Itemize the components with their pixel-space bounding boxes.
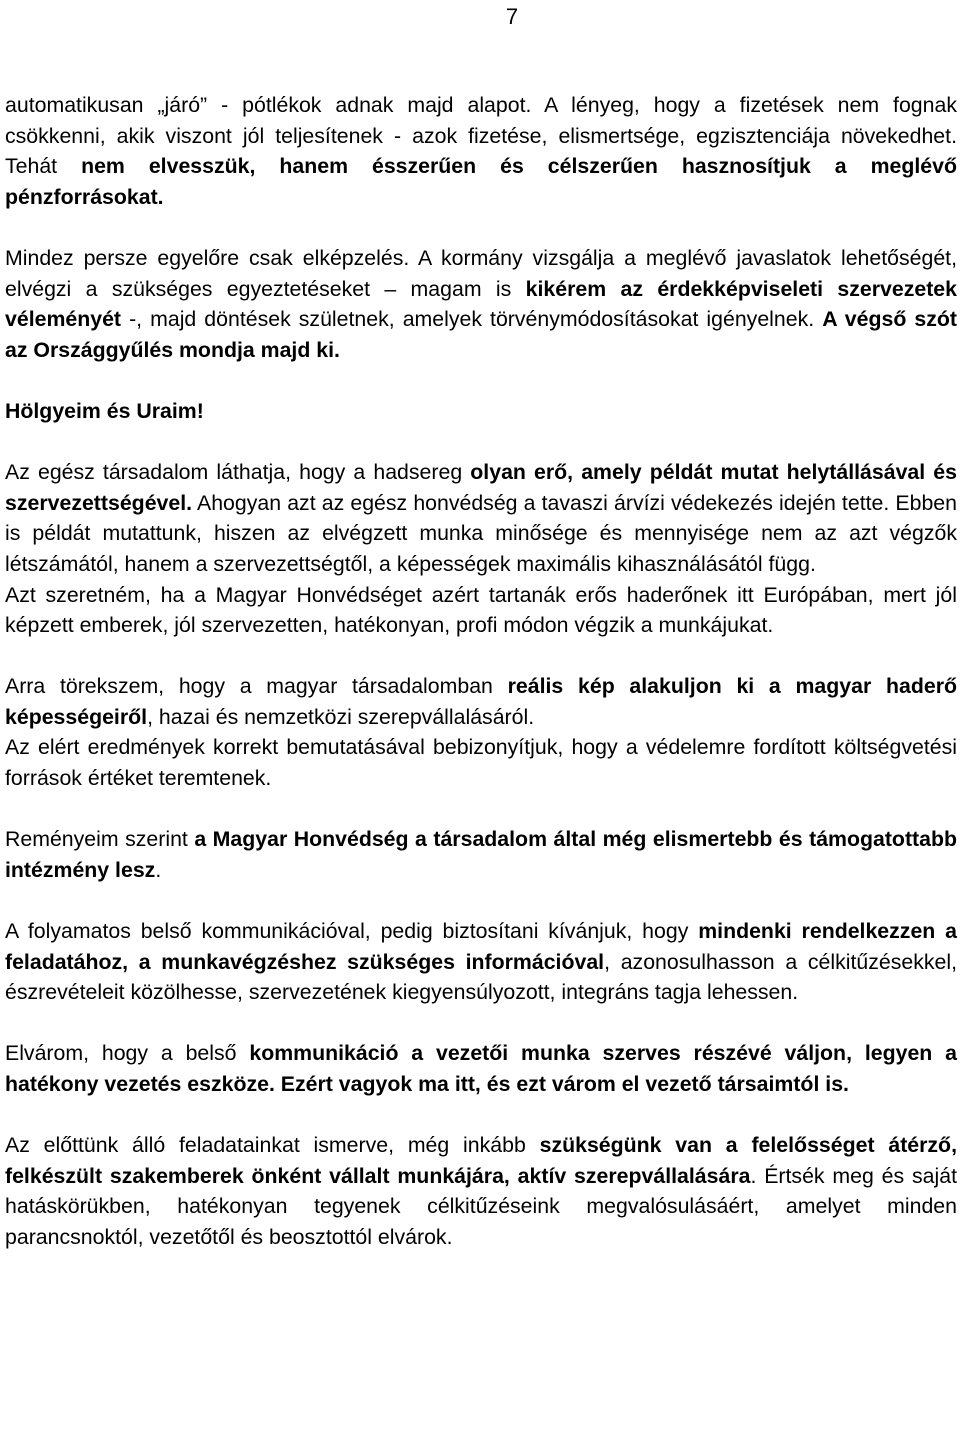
body-text: Arra törekszem, hogy a magyar társadalomban <box>5 674 508 699</box>
document-body <box>5 90 957 1253</box>
paragraph <box>5 90 957 212</box>
body-text: Azt szeretném, ha a Magyar Honvédséget azért tartanák erős haderőnek itt Európában, mert jól képzett emberek, jól szervezetten, hatékonyan, profi módon végzik a munkájukat. <box>5 582 957 638</box>
body-text: , azonosulhasson a célkitűzésekkel, észrevételeit közölhesse, szervezetének kiegyensúlyozott, integráns tagja lehessen. <box>5 949 958 1005</box>
bold-text: olyan erő, amely példát mutat helytállásával és szervezettségével. <box>5 460 957 515</box>
body-text: Elvárom, hogy a belső <box>5 1041 250 1066</box>
paragraph <box>5 243 957 365</box>
paragraph <box>5 732 957 793</box>
bold-text: kommunikáció a vezetői munka szerves részévé váljon, legyen a hatékony vezetés eszköze. Ezért vagyok ma itt, és ezt várom el vezető társaimtól is. <box>5 1041 957 1096</box>
paragraph <box>5 580 957 641</box>
page-number: 7 <box>505 4 519 29</box>
bold-text: a Magyar Honvédség a társadalom által még elismertebb és támogatottabb intézmény lesz <box>5 827 957 882</box>
paragraph <box>5 1038 957 1099</box>
bold-text: Hölgyeim és Uraim! <box>5 398 204 423</box>
paragraph <box>5 824 957 885</box>
body-text: Az előttünk álló feladatainkat ismerve, még inkább <box>5 1133 540 1158</box>
body-text: Ahogyan azt az egész honvédség a tavaszi árvízi védekezés idején tette. Ebben is példát mutattunk, hiszen az elvégzett munka minősége és mennyisége nem az azt végzők létszámától, hanem a szervezettségtől, a képességek maximális kihasználásától függ. <box>5 490 957 576</box>
body-text: Az egész társadalom láthatja, hogy a hadsereg <box>5 460 471 485</box>
body-text: . <box>155 857 162 882</box>
bold-text: kikérem az érdekképviseleti szervezetek véleményét <box>5 276 957 332</box>
bold-text: mindenki rendelkezzen a feladatához, a munkavégzéshez szükséges információval <box>5 919 958 974</box>
body-text: . Értsék meg és saját hatáskörükben, hatékonyan tegyenek célkitűzéseink megvalósulásáért, amelyet minden parancsnoktól, vezetőtől és beosztottól elvárok. <box>5 1163 957 1249</box>
paragraph <box>5 1130 957 1252</box>
paragraph <box>5 457 957 579</box>
body-text: Az elért eredmények korrekt bemutatásával bebizonyítjuk, hogy a védelemre fordított költségvetési források értéket teremtenek. <box>5 735 957 791</box>
bold-text: reális kép alakuljon ki a magyar haderő képességeiről <box>5 674 957 729</box>
paragraph <box>5 396 957 427</box>
body-text: Reményeim szerint <box>5 827 195 852</box>
body-text: automatikusan „járó” - pótlékok adnak majd alapot. A lényeg, hogy a fizetések nem fognak csökkenni, akik viszont jól teljesítenek - azok fizetése, elismertsége, egzisztenciája növekedhet. Tehát <box>5 93 957 179</box>
body-text: -, majd döntések születnek, amelyek törvénymódosításokat igényelnek. <box>121 307 823 332</box>
paragraph <box>5 671 957 732</box>
body-text: Mindez persze egyelőre csak elképzelés. A kormány vizsgálja a meglévő javaslatok lehetőségét, elvégzi a szükséges egyeztetéseket – magam is <box>5 245 957 301</box>
paragraph <box>5 916 957 1008</box>
bold-text: nem elvesszük, hanem ésszerűen és célszerűen hasznosítjuk a meglévő pénzforrásokat. <box>5 154 957 209</box>
bold-text: szükségünk van a felelősséget átérző, felkészült szakemberek önként vállalt munkájára, aktív szerepvállalására <box>5 1133 957 1188</box>
bold-text: A végső szót az Országgyűlés mondja majd ki. <box>5 307 957 362</box>
body-text: A folyamatos belső kommunikációval, pedig biztosítani kívánjuk, hogy <box>5 919 699 944</box>
body-text: , hazai és nemzetközi szerepvállalásáról. <box>147 704 535 729</box>
